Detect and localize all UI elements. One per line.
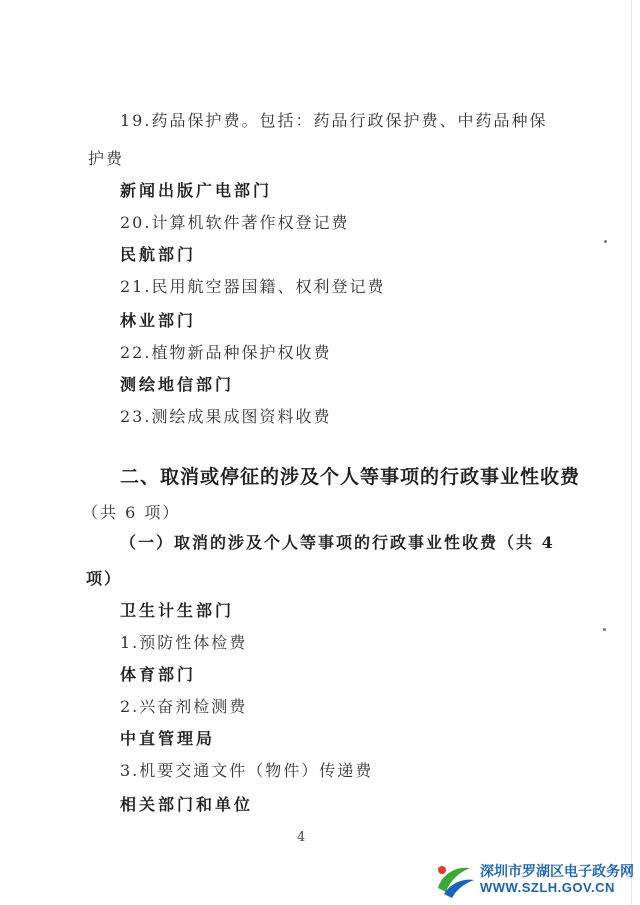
dept-forestry: 林业部门	[120, 311, 197, 330]
item-s2-2: 2.兴奋剂检测费	[120, 697, 248, 716]
dept-civil-aviation: 民航部门	[120, 245, 197, 264]
section-2-title: 二、取消或停征的涉及个人等事项的行政事业性收费	[120, 466, 581, 488]
scan-speck	[603, 628, 606, 631]
page-number: 4	[297, 830, 306, 845]
subsection-1-title-line2: 项）	[86, 569, 123, 588]
dept-surveying: 测绘地信部门	[120, 375, 235, 394]
dept-central-admin: 中直管理局	[120, 729, 216, 748]
dept-related-units: 相关部门和单位	[120, 795, 254, 814]
item-22: 22.植物新品种保护权收费	[120, 343, 332, 362]
watermark-site-name: 深圳市罗湖区电子政务网	[480, 863, 634, 879]
szlh-logo-icon	[432, 860, 476, 898]
dept-sports: 体育部门	[120, 665, 197, 684]
scan-speck	[604, 240, 607, 243]
item-23: 23.测绘成果成图资料收费	[120, 407, 332, 426]
dept-health: 卫生计生部门	[120, 601, 235, 620]
page-edge-shadow	[631, 0, 632, 905]
item-s2-1: 1.预防性体检费	[120, 633, 248, 652]
item-21: 21.民用航空器国籍、权利登记费	[120, 277, 386, 296]
item-s2-3: 3.机要交通文件（物件）传递费	[120, 761, 374, 780]
dept-press-broadcast: 新闻出版广电部门	[120, 181, 273, 200]
item-19-line1: 19.药品保护费。包括：药品行政保护费、中药品种保	[120, 111, 548, 130]
watermark-url: WWW.SZLH.GOV.CN	[480, 880, 615, 895]
subsection-1-title-line1: （一）取消的涉及个人等事项的行政事业性收费（共 4	[120, 533, 555, 552]
item-19-line2: 护费	[88, 149, 125, 168]
section-2-count: （共 6 项）	[82, 503, 181, 522]
watermark[interactable]	[428, 858, 640, 902]
item-20: 20.计算机软件著作权登记费	[120, 213, 350, 232]
